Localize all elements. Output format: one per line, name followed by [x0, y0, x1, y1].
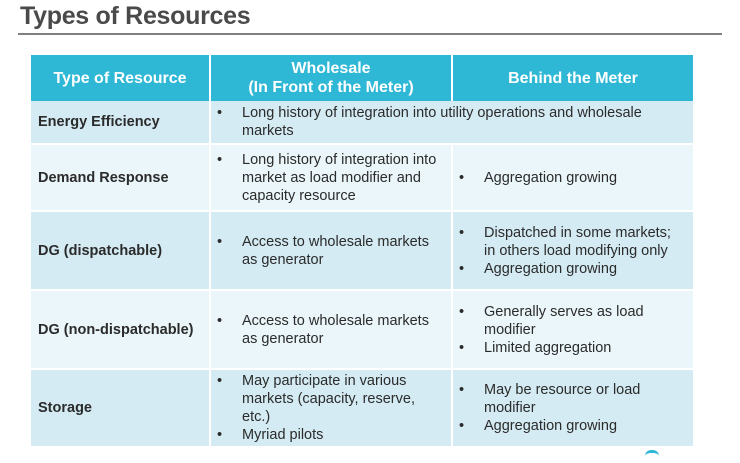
bullet-item: • Limited aggregation	[459, 339, 685, 357]
table-row-dg-dispatchable	[31, 211, 693, 290]
wholesale-cell	[210, 144, 452, 211]
header-type-of-resource: Type of Resource	[31, 55, 210, 101]
header-wholesale	[210, 55, 452, 101]
table-row-energy-efficiency	[31, 101, 693, 144]
table-row-storage	[31, 369, 693, 447]
bullet-item: • Long history of integration into utility operations and wholesale markets	[217, 104, 685, 140]
resource-name: Storage	[31, 369, 210, 447]
resource-name: Energy Efficiency	[31, 101, 210, 144]
header-wholesale-line2: (In Front of the Meter)	[248, 79, 414, 96]
bullet-item: • Long history of integration into market as load modifier and capacity resource	[217, 151, 443, 205]
behind-meter-cell	[452, 290, 693, 369]
slide-title: Types of Resources	[20, 2, 251, 30]
resource-name: DG (non-dispatchable)	[31, 290, 210, 369]
merged-cell	[210, 101, 693, 144]
table-row-demand-response	[31, 144, 693, 211]
behind-meter-cell	[452, 144, 693, 211]
bullet-item: • Generally serves as load modifier	[459, 303, 685, 339]
resources-table	[31, 55, 693, 448]
bullet-item: • Myriad pilots	[217, 426, 443, 444]
wholesale-cell	[210, 290, 452, 369]
bullet-item: • May be resource or load modifier	[459, 381, 685, 417]
title-divider	[18, 33, 722, 35]
wholesale-cell	[210, 211, 452, 290]
behind-meter-cell	[452, 369, 693, 447]
bullet-item: • Dispatched in some markets; in others load modifying only	[459, 224, 685, 260]
bullet-item: • Aggregation growing	[459, 169, 685, 187]
bullet-item: • May participate in various markets (capacity, reserve, etc.)	[217, 372, 443, 426]
header-wholesale-line1: Wholesale	[291, 60, 371, 77]
bullet-item: • Aggregation growing	[459, 260, 685, 278]
behind-meter-cell	[452, 211, 693, 290]
resource-name: DG (dispatchable)	[31, 211, 210, 290]
wholesale-cell	[210, 369, 452, 447]
bullet-item: • Aggregation growing	[459, 417, 685, 435]
resource-name: Demand Response	[31, 144, 210, 211]
header-behind-the-meter: Behind the Meter	[452, 55, 693, 101]
bullet-item: • Access to wholesale markets as generator	[217, 233, 443, 269]
table-row-dg-non-dispatchable	[31, 290, 693, 369]
corner-logo-fragment	[645, 450, 659, 463]
bullet-item: • Access to wholesale markets as generator	[217, 312, 443, 348]
header-row	[31, 55, 693, 101]
